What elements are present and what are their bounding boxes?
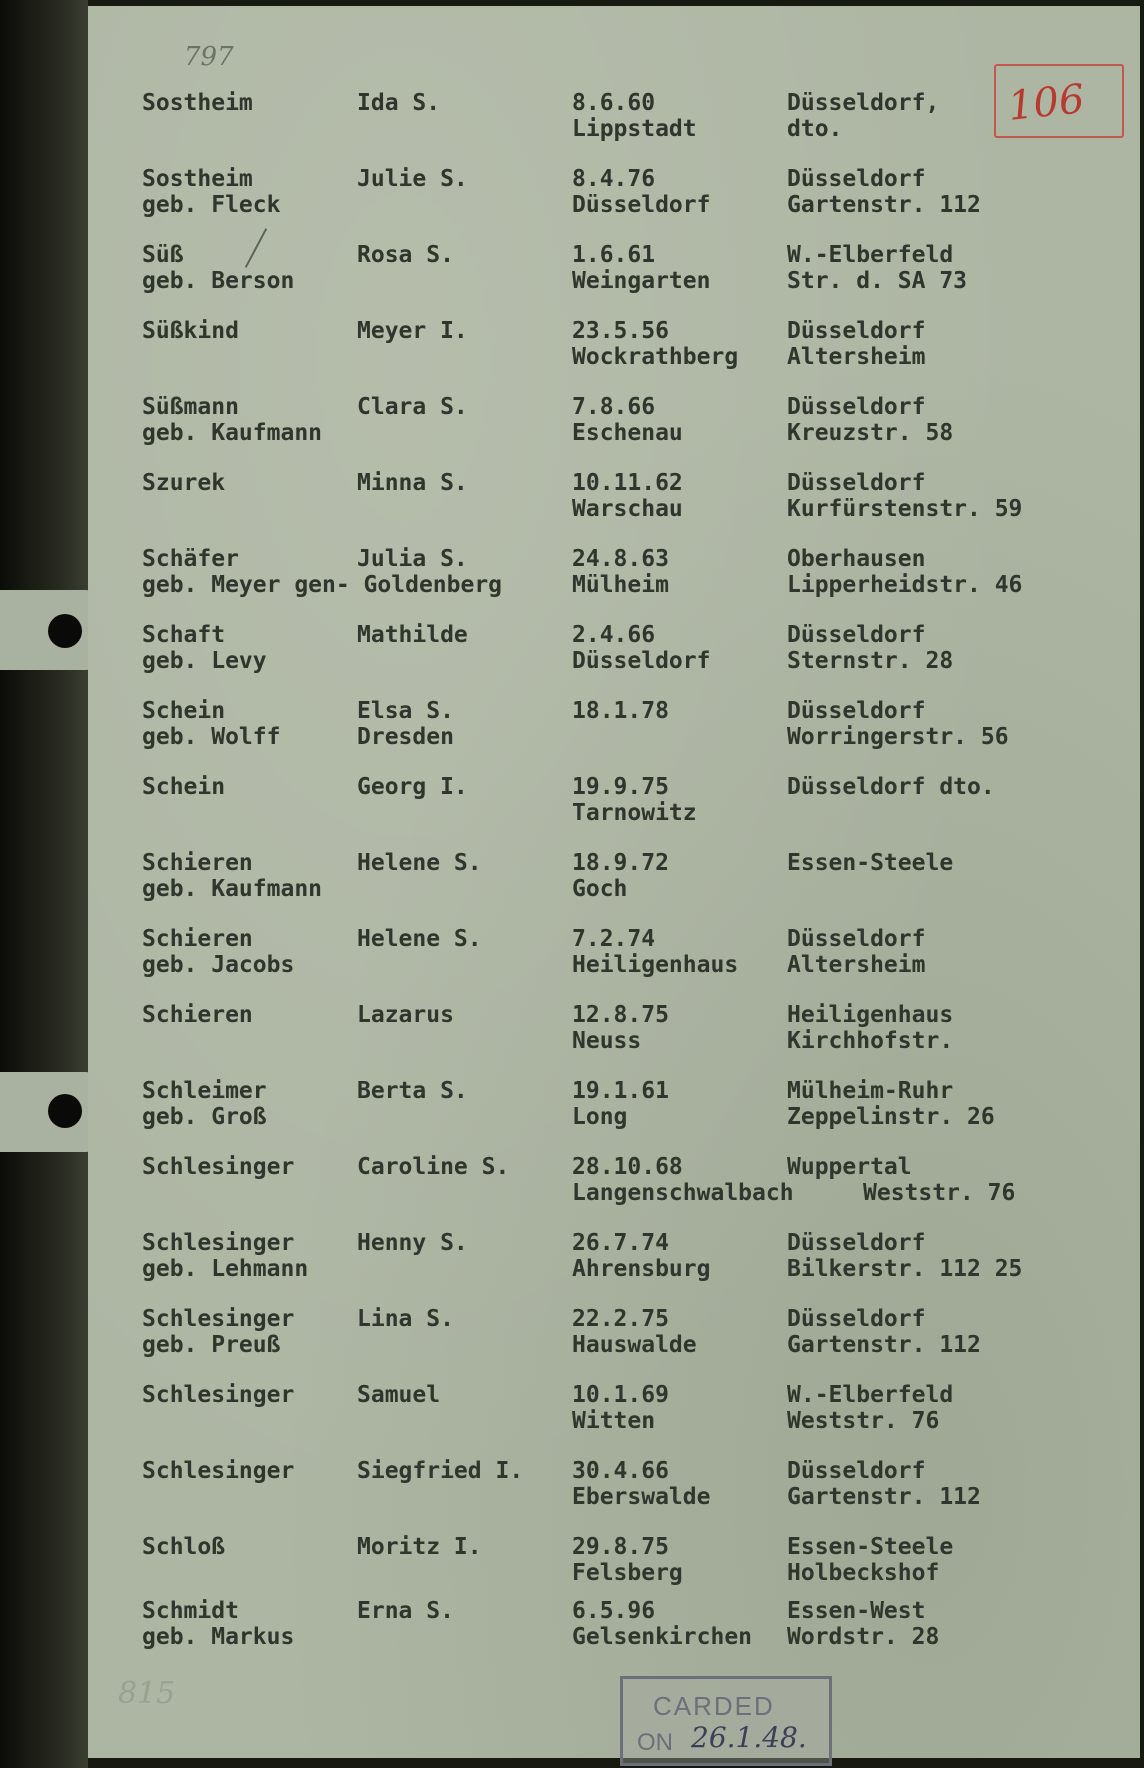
maiden-name: geb. Fleck xyxy=(142,192,281,218)
maiden-name: geb. Preuß xyxy=(142,1332,281,1358)
list-item xyxy=(0,774,1100,834)
residence-city: Düsseldorf xyxy=(787,166,926,192)
birth-place: Long xyxy=(572,1104,628,1130)
carded-stamp xyxy=(620,1676,832,1766)
list-item xyxy=(0,546,1100,606)
list-item xyxy=(0,1382,1100,1442)
birth-place: Felsberg xyxy=(572,1560,683,1586)
surname: Süß xyxy=(142,242,184,268)
birth-date: 1.6.61 xyxy=(572,242,656,268)
residence-city: Düsseldorf xyxy=(787,318,926,344)
given-name: Julie S. xyxy=(357,166,468,192)
list-item xyxy=(0,622,1100,682)
birth-place: Langenschwalbach xyxy=(572,1180,794,1206)
residence-city: Essen-West xyxy=(787,1598,926,1624)
residence-address: Str. d. SA 73 xyxy=(787,268,968,294)
birth-place: Hauswalde xyxy=(572,1332,697,1358)
residence-city: Düsseldorf xyxy=(787,1306,926,1332)
surname: Szurek xyxy=(142,470,226,496)
list-item xyxy=(0,166,1100,226)
stamp-on: ON xyxy=(637,1729,673,1756)
residence-city: Düsseldorf xyxy=(787,622,926,648)
maiden-name: geb. Kaufmann xyxy=(142,420,323,446)
list-item xyxy=(0,1002,1100,1062)
given-name: Lazarus xyxy=(357,1002,454,1028)
residence-city: Oberhausen xyxy=(787,546,926,572)
residence-city: Düsseldorf dto. xyxy=(787,774,995,800)
given-name: Minna S. xyxy=(357,470,468,496)
residence-city: Wuppertal xyxy=(787,1154,912,1180)
residence-city: Essen-Steele xyxy=(787,850,954,876)
list-item xyxy=(0,1598,1100,1658)
birth-place: Eberswalde xyxy=(572,1484,711,1510)
birth-date: 19.1.61 xyxy=(572,1078,669,1104)
given-name: Erna S. xyxy=(357,1598,454,1624)
given-name: Henny S. xyxy=(357,1230,468,1256)
surname: Schmidt xyxy=(142,1598,239,1624)
given-name: Clara S. xyxy=(357,394,468,420)
stamp-date: 26.1.48. xyxy=(691,1721,807,1754)
surname: Schlesinger xyxy=(142,1458,295,1484)
given-name: Lina S. xyxy=(357,1306,454,1332)
birth-date: 2.4.66 xyxy=(572,622,656,648)
birth-date: 18.1.78 xyxy=(572,698,669,724)
given-name: Rosa S. xyxy=(357,242,454,268)
birth-date: 30.4.66 xyxy=(572,1458,669,1484)
residence-address: Kreuzstr. 58 xyxy=(787,420,954,446)
given-name: Helene S. xyxy=(357,850,482,876)
given-name: Moritz I. xyxy=(357,1534,482,1560)
residence-address: Zeppelinstr. 26 xyxy=(787,1104,995,1130)
birth-date: 7.2.74 xyxy=(572,926,656,952)
birth-place: Düsseldorf xyxy=(572,648,711,674)
pencil-annotation-bottom: 815 xyxy=(118,1676,176,1711)
list-item xyxy=(0,1534,1100,1594)
residence-address: Gartenstr. 112 xyxy=(787,1484,981,1510)
surname: Schlesinger xyxy=(142,1306,295,1332)
residence-city: Heiligenhaus xyxy=(787,1002,954,1028)
birth-place: Neuss xyxy=(572,1028,642,1054)
birth-date: 18.9.72 xyxy=(572,850,669,876)
birth-date: 22.2.75 xyxy=(572,1306,669,1332)
residence-city: Düsseldorf xyxy=(787,698,926,724)
surname: Süßmann xyxy=(142,394,239,420)
given-name: Georg I. xyxy=(357,774,468,800)
surname: Schloß xyxy=(142,1534,226,1560)
given-name: Siegfried I. xyxy=(357,1458,524,1484)
birth-date: 6.5.96 xyxy=(572,1598,656,1624)
residence-address: Kurfürstenstr. 59 xyxy=(787,496,1023,522)
maiden-name: geb. Jacobs xyxy=(142,952,295,978)
list-item xyxy=(0,1230,1100,1290)
birth-date: 8.6.60 xyxy=(572,90,656,116)
residence-city: Essen-Steele xyxy=(787,1534,954,1560)
residence-address: Bilkerstr. 112 25 xyxy=(787,1256,1023,1282)
residence-address: Sternstr. 28 xyxy=(787,648,954,674)
birth-date: 26.7.74 xyxy=(572,1230,669,1256)
surname: Schein xyxy=(142,698,226,724)
residence-address: Lipperheidstr. 46 xyxy=(787,572,1023,598)
maiden-name: geb. Wolff xyxy=(142,724,281,750)
surname: Sostheim xyxy=(142,90,253,116)
residence-city: Düsseldorf, xyxy=(787,90,940,116)
surname: Schlesinger xyxy=(142,1154,295,1180)
birth-date: 12.8.75 xyxy=(572,1002,669,1028)
birth-place: Wockrathberg xyxy=(572,344,739,370)
birth-place: Ahrensburg xyxy=(572,1256,711,1282)
residence-city: Düsseldorf xyxy=(787,394,926,420)
maiden-name: geb. Meyer gen- Goldenberg xyxy=(142,572,503,598)
residence-address: Weststr. 76 xyxy=(787,1408,940,1434)
birth-place: Tarnowitz xyxy=(572,800,697,826)
surname: Schieren xyxy=(142,850,253,876)
birth-date: 28.10.68 xyxy=(572,1154,683,1180)
birth-place: Warschau xyxy=(572,496,683,522)
birth-date: 10.11.62 xyxy=(572,470,683,496)
residence-city: Düsseldorf xyxy=(787,926,926,952)
pencil-annotation-top: 797 xyxy=(184,42,234,72)
surname: Schäfer xyxy=(142,546,239,572)
birth-place: Gelsenkirchen xyxy=(572,1624,753,1650)
list-item xyxy=(0,926,1100,986)
residence-city: Düsseldorf xyxy=(787,470,926,496)
given-name: Julia S. xyxy=(357,546,468,572)
maiden-name: geb. Groß xyxy=(142,1104,267,1130)
list-item xyxy=(0,318,1100,378)
list-item xyxy=(0,1078,1100,1138)
birth-date: 23.5.56 xyxy=(572,318,669,344)
list-item xyxy=(0,242,1100,302)
surname: Sostheim xyxy=(142,166,253,192)
residence-city: Düsseldorf xyxy=(787,1458,926,1484)
surname: Süßkind xyxy=(142,318,239,344)
list-item xyxy=(0,698,1100,758)
list-item xyxy=(0,1458,1100,1518)
residence-city: Mülheim-Ruhr xyxy=(787,1078,954,1104)
birth-place: Weingarten xyxy=(572,268,711,294)
residence-address: Altersheim xyxy=(787,952,926,978)
given-name: Meyer I. xyxy=(357,318,468,344)
given-name: Mathilde xyxy=(357,622,468,648)
list-item xyxy=(0,470,1100,530)
birth-place: Goch xyxy=(572,876,628,902)
birth-place: Lippstadt xyxy=(572,116,697,142)
maiden-name: geb. Lehmann xyxy=(142,1256,309,1282)
given-name: Samuel xyxy=(357,1382,441,1408)
given-name: Ida S. xyxy=(357,90,441,116)
maiden-name: geb. Kaufmann xyxy=(142,876,323,902)
residence-address: dto. xyxy=(787,116,843,142)
given-name: Berta S. xyxy=(357,1078,468,1104)
list-item xyxy=(0,394,1100,454)
birth-place: Witten xyxy=(572,1408,656,1434)
given-name-line2: Dresden xyxy=(357,724,454,750)
birth-date: 19.9.75 xyxy=(572,774,669,800)
birth-place: Heiligenhaus xyxy=(572,952,739,978)
surname: Schlesinger xyxy=(142,1382,295,1408)
list-item xyxy=(0,850,1100,910)
birth-place: Mülheim xyxy=(572,572,669,598)
maiden-name: geb. Markus xyxy=(142,1624,295,1650)
residence-city: W.-Elberfeld xyxy=(787,242,954,268)
list-item xyxy=(0,1306,1100,1366)
residence-address: Worringerstr. 56 xyxy=(787,724,1009,750)
given-name: Caroline S. xyxy=(357,1154,510,1180)
birth-date: 10.1.69 xyxy=(572,1382,669,1408)
birth-date: 24.8.63 xyxy=(572,546,669,572)
maiden-name: geb. Berson xyxy=(142,268,295,294)
residence-address: Wordstr. 28 xyxy=(787,1624,940,1650)
birth-place: Düsseldorf xyxy=(572,192,711,218)
surname: Schleimer xyxy=(142,1078,267,1104)
list-item xyxy=(0,90,1100,150)
list-item xyxy=(0,1154,1100,1214)
residence-address: Gartenstr. 112 xyxy=(787,1332,981,1358)
surname: Schein xyxy=(142,774,226,800)
surname: Schlesinger xyxy=(142,1230,295,1256)
surname: Schieren xyxy=(142,926,253,952)
birth-place: Eschenau xyxy=(572,420,683,446)
residence-address: Altersheim xyxy=(787,344,926,370)
residence-address: Holbeckshof xyxy=(787,1560,940,1586)
stamp-label: CARDED xyxy=(653,1691,775,1721)
birth-date: 29.8.75 xyxy=(572,1534,669,1560)
residence-address: Kirchhofstr. xyxy=(787,1028,954,1054)
residence-city: Düsseldorf xyxy=(787,1230,926,1256)
residence-address: Weststr. 76 xyxy=(863,1180,1016,1206)
surname: Schaft xyxy=(142,622,226,648)
residence-address: Gartenstr. 112 xyxy=(787,192,981,218)
surname: Schieren xyxy=(142,1002,253,1028)
residence-city: W.-Elberfeld xyxy=(787,1382,954,1408)
given-name: Elsa S. xyxy=(357,698,454,724)
maiden-name: geb. Levy xyxy=(142,648,267,674)
birth-date: 8.4.76 xyxy=(572,166,656,192)
birth-date: 7.8.66 xyxy=(572,394,656,420)
page-number: 106 xyxy=(1005,76,1087,130)
given-name: Helene S. xyxy=(357,926,482,952)
